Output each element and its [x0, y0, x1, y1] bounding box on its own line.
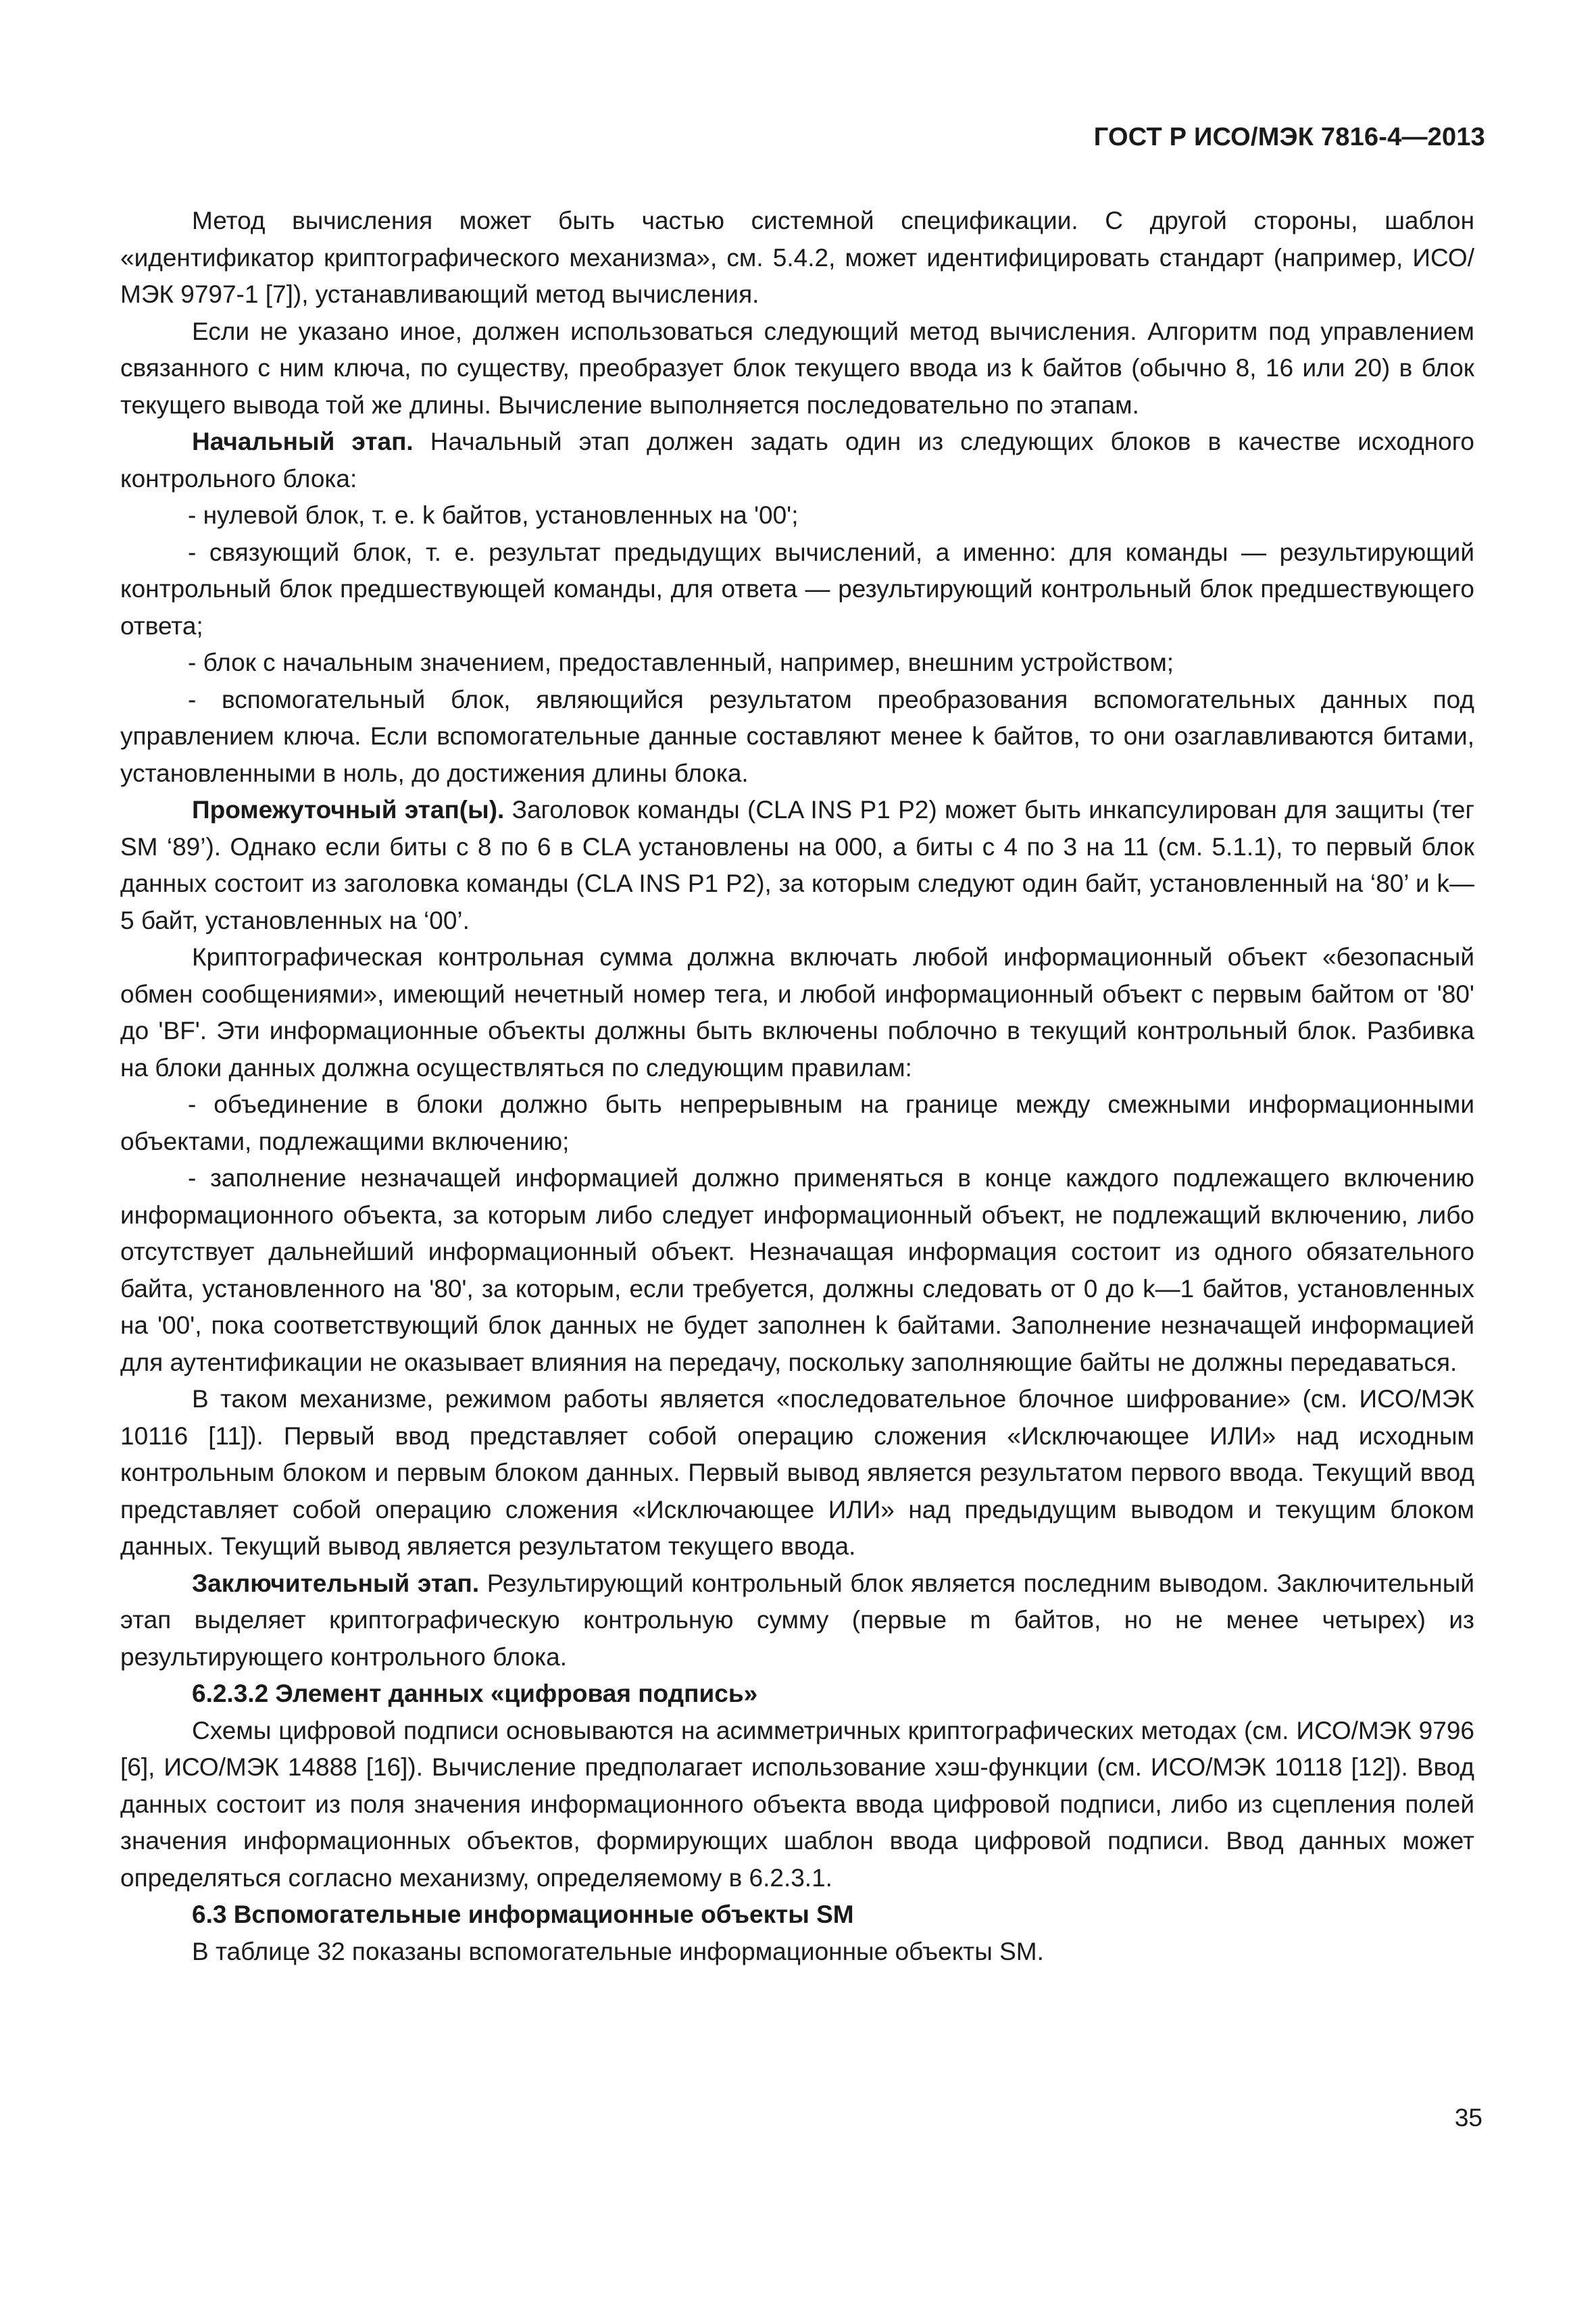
paragraph: В таком механизме, режимом работы является «последовательное блочное шифрование» (см. ИСО/МЭК 10116 [11]). Первый ввод представляет собой операцию сложения «Исключающее ИЛИ» над исходным контрольным блоком и первым блоком данных. Первый вывод является результатом первого ввода. Текущий ввод представляет собой операцию сложения «Исключающее ИЛИ» над предыдущим выводом и текущим блоком данных. Текущий вывод является результатом текущего ввода. [120, 1385, 1474, 1560]
paragraph-lead: Заключительный этап. [192, 1569, 480, 1597]
paragraph [120, 1565, 1474, 1676]
list-item: - нулевой блок, т. е. k байтов, установленных на '00'; [188, 501, 799, 529]
list-item: - объединение в блоки должно быть непрерывным на границе между смежными информационными объектами, подлежащими включению; [120, 1090, 1474, 1155]
paragraph: Схемы цифровой подписи основываются на асимметричных криптографических методах (см. ИСО/МЭК 9796 [6], ИСО/МЭК 14888 [16]). Вычисление предполагает использование хэш-функции (см. ИСО/МЭК 10118 [12]). Ввод данных состоит из поля значения информационного объекта ввода цифровой подписи, либо из сцепления полей значения информационных объектов, формирующих шаблон ввода цифровой подписи. Ввод данных может определяться согласно механизму, определяемому в 6.2.3.1. [120, 1716, 1474, 1892]
section-heading-6-2-3-2: 6.2.3.2 Элемент данных «цифровая подпись» [192, 1680, 758, 1707]
section-heading-6-3: 6.3 Вспомогательные информационные объекты SM [192, 1901, 854, 1928]
paragraph-lead: Начальный этап. [192, 428, 414, 455]
paragraph [120, 792, 1474, 939]
list-item: - блок с начальным значением, предоставленный, например, внешним устройством; [188, 649, 1174, 676]
paragraph [120, 424, 1474, 497]
page-number: 35 [1454, 2104, 1482, 2132]
paragraph-text: Результирующий контрольный блок является последним выводом. Заключительный этап выделяет криптографическую контрольную сумму (первые m байтов, но не менее четырех) из результирующего контрольного блока. [120, 1569, 1474, 1671]
paragraph: Криптографическая контрольная сумма должна включать любой информационный объект «безопасный обмен сообщениями», имеющий нечетный номер тега, и любой информационный объект с первым байтом от '80' до 'BF'. Эти информационные объекты должны быть включены поблочно в текущий контрольный блок. Разбивка на блоки данных должна осуществляться по следующим правилам: [120, 943, 1474, 1082]
paragraph: Метод вычисления может быть частью системной спецификации. С другой стороны, шаблон «идентификатор криптографического механизма», см. 5.4.2, может идентифицировать стандарт (например, ИСО/МЭК 9797-1 [7]), устанавливающий метод вычисления. [120, 207, 1474, 308]
body-text [120, 203, 1474, 1970]
paragraph: Если не указано иное, должен использоваться следующий метод вычисления. Алгоритм под управлением связанного с ним ключа, по существу, преобразует блок текущего ввода из k байтов (обычно 8, 16 или 20) в блок текущего вывода той же длины. Вычисление выполняется последовательно по этапам. [120, 317, 1474, 419]
paragraph-text: Заголовок команды (CLA INS P1 P2) может быть инкапсулирован для защиты (тег SM ‘89’). Однако если биты с 8 по 6 в CLA установлены на 000, а биты с 4 по 3 на 11 (см. 5.1.1), то первый блок данных состоит из заголовка команды (CLA INS P1 P2), за которым следуют один байт, установленный на ‘80’ и k—5 байт, установленных на ‘00’. [120, 796, 1474, 934]
list-item: - вспомогательный блок, являющийся результатом преобразования вспомогательных данных под управлением ключа. Если вспомогательные данные составляют менее k байтов, то они озаглавливаются битами, установленными в ноль, до достижения длины блока. [120, 685, 1474, 787]
paragraph-lead: Промежуточный этап(ы). [192, 796, 505, 824]
list-item: - связующий блок, т. е. результат предыдущих вычислений, а именно: для команды — результирующий контрольный блок предшествующей команды, для ответа — результирующий контрольный блок предшествующего ответа; [120, 538, 1474, 640]
standard-header: ГОСТ Р ИСО/МЭК 7816-4—2013 [1093, 123, 1485, 151]
paragraph: В таблице 32 показаны вспомогательные информационные объекты SM. [192, 1937, 1044, 1965]
paragraph-text: Начальный этап должен задать один из следующих блоков в качестве исходного контрольного блока: [120, 428, 1474, 493]
list-item: - заполнение незначащей информацией должно применяться в конце каждого подлежащего включению информационного объекта, за которым либо следует информационный объект, не подлежащий включению, либо отсутствует дальнейший информационный объект. Незначащая информация состоит из одного обязательного байта, установленного на '80', за которым, если требуется, должны следовать от 0 до k—1 байтов, установленных на '00', пока соответствующий блок данных не будет заполнен k байтами. Заполнение незначащей информацией для аутентификации не оказывает влияния на передачу, поскольку заполняющие байты не должны передаваться. [120, 1164, 1474, 1376]
